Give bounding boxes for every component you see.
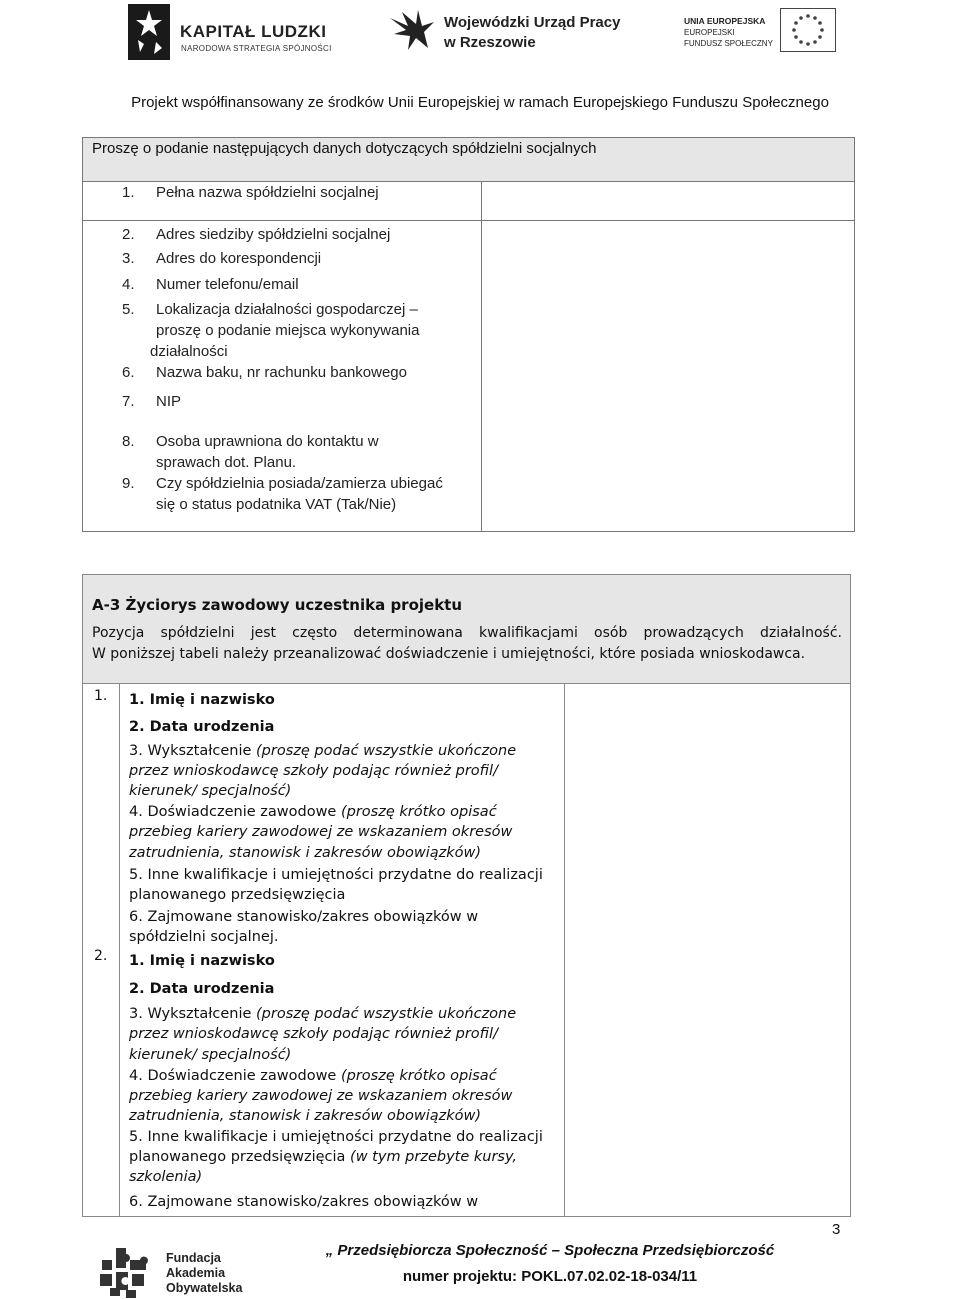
field-hint: szkolenia) [129,1169,203,1185]
field-hint: przebieg kariery zawodowej ze wskazaniem okresów [129,824,513,840]
item-text: proszę o podanie miejsca wykonywania [156,322,420,339]
field-hint: zatrudnienia, stanowisk i zakresów obowiązków) [129,845,482,861]
field-hint: (proszę krótko opisać [340,1068,497,1084]
field-qualifications-cont [129,1147,517,1167]
field-label: 4. Doświadczenie zawodowe [129,1068,341,1084]
item-text: NIP [156,393,182,410]
fundacja-line2: Akademia [166,1266,226,1280]
field-hint: przebieg kariery zawodowej ze wskazaniem okresów [129,1088,513,1104]
cofinancing-line: Projekt współfinansowany ze środków Unii Europejskiej w ramach Europejskiego Funduszu Społecznego [131,94,829,111]
kapital-ludzki-star-icon [128,4,170,60]
table-row-divider [83,220,481,221]
item-number: 7. [122,393,135,410]
field-hint: (proszę krótko opisać [340,804,497,820]
item-number: 3. [122,250,135,267]
section-a3-header [82,574,851,684]
field-qualifications-cont [129,1167,202,1187]
item-number: 6. [122,364,135,381]
field-hint: kierunek/ specjalność) [129,783,292,799]
fundacja-line1: Fundacja [166,1251,221,1265]
field-hint: przez wnioskodawcę szkoły podając również profil/ [129,763,498,779]
item-number: 5. [122,301,135,318]
item-text: Nazwa baku, nr rachunku bankowego [156,364,407,381]
item-number: 9. [122,475,135,492]
eu-flag-icon [780,8,836,52]
wup-line1: Wojewódzki Urząd Pracy [444,14,621,31]
field-hint: (proszę podać wszystkie ukończone [256,1006,517,1022]
field-position: 6. Zajmowane stanowisko/zakres obowiązków w [129,1194,479,1210]
item-text: się o status podatnika VAT (Tak/Nie) [156,496,397,513]
kapital-title: KAPITAŁ LUDZKI [180,22,327,41]
field-education [129,741,516,761]
item-text: Lokalizacja działalności gospodarczej – [156,301,418,318]
item-text: Osoba uprawniona do kontaktu w [156,433,379,450]
field-experience-hint [129,1106,481,1126]
kapital-ludzki-logo [128,4,348,60]
item-number: 8. [122,433,135,450]
project-number: numer projektu: POKL.07.02.02-18-034/11 [402,1268,698,1285]
page-number: 3 [832,1221,841,1238]
field-experience-hint [129,1086,512,1106]
eagle-icon [388,8,436,52]
table-column-divider [564,684,565,1216]
field-hint: przez wnioskodawcę szkoły podając również profil/ [129,1026,498,1042]
item-number: 4. [122,276,135,293]
field-education-hint [129,781,291,801]
footer-slogan: „ Przedsiębiorcza Społeczność – Społeczna Przedsiębiorczość [325,1242,775,1259]
item-number: 1. [122,184,135,201]
field-qualifications: 5. Inne kwalifikacje i umiejętności przydatne do realizacji [129,867,543,883]
field-position: 6. Zajmowane stanowisko/zakres obowiązków w [129,909,479,925]
cooperative-table-header [83,138,854,182]
field-label: planowanego przedsięwzięcia [129,1149,351,1165]
field-hint: zatrudnienia, stanowisk i zakresów obowiązków) [129,1108,482,1124]
field-name: 1. Imię i nazwisko [129,953,275,969]
ue-line2: EUROPEJSKI [684,28,735,37]
kapital-subtitle: NARODOWA STRATEGIA SPÓJNOŚCI [181,44,332,53]
fundacja-line3: Obywatelska [166,1281,243,1295]
field-education-hint [129,1024,498,1044]
item-number: 2. [122,226,135,243]
ue-line3: FUNDUSZ SPOŁECZNY [684,39,773,48]
wup-line2: w Rzeszowie [444,34,536,51]
row-number: 2. [94,948,108,964]
field-label: 3. Wykształcenie [129,1006,257,1022]
section-title: A-3 Życiorys zawodowy uczestnika projektu [92,596,463,614]
field-hint: (w tym przebyte kursy, [350,1149,518,1165]
field-education-hint [129,1045,291,1065]
section-description: W poniższej tabeli należy przeanalizować doświadczenie i umiejętności, które posiada wnioskodawca. [92,646,806,662]
ue-line1: UNIA EUROPEJSKA [684,16,766,26]
field-experience [129,802,497,822]
field-label: 4. Doświadczenie zawodowe [129,804,341,820]
field-name: 1. Imię i nazwisko [129,692,275,708]
item-text: sprawach dot. Planu. [156,454,297,471]
cooperative-table-header-text: Proszę o podanie następujących danych dotyczących spółdzielni socjalnych [92,140,597,157]
wup-logo [388,8,628,58]
item-text: Czy spółdzielnia posiada/zamierza ubiegać [156,475,443,492]
field-experience [129,1066,497,1086]
eu-logo [680,6,840,56]
field-label: 3. Wykształcenie [129,743,257,759]
table-column-divider [119,684,120,1216]
field-education-hint [129,761,498,781]
item-text: Pełna nazwa spółdzielni socjalnej [156,184,379,201]
field-education [129,1004,516,1024]
field-birthdate: 2. Data urodzenia [129,981,275,997]
row-number: 1. [94,688,108,704]
field-hint: (proszę podać wszystkie ukończone [256,743,517,759]
field-birthdate: 2. Data urodzenia [129,719,275,735]
item-text: Adres do korespondencji [156,250,322,267]
field-position-cont: spółdzielni socjalnej. [129,929,279,945]
header-logos [0,0,960,90]
field-experience-hint [129,822,512,842]
item-text: Numer telefonu/email [156,276,299,293]
section-description: Pozycja spółdzielni jest często determinowana kwalifikacjami osób prowadzących działalność. [92,625,842,641]
item-text: działalności [150,343,228,360]
field-qualifications-cont: planowanego przedsięwzięcia [129,887,346,903]
field-experience-hint [129,843,481,863]
field-hint: kierunek/ specjalność) [129,1047,292,1063]
table-column-divider [481,182,482,532]
item-text: Adres siedziby spółdzielni socjalnej [156,226,391,243]
table-row-divider [482,220,854,221]
field-qualifications: 5. Inne kwalifikacje i umiejętności przydatne do realizacji [129,1129,543,1145]
